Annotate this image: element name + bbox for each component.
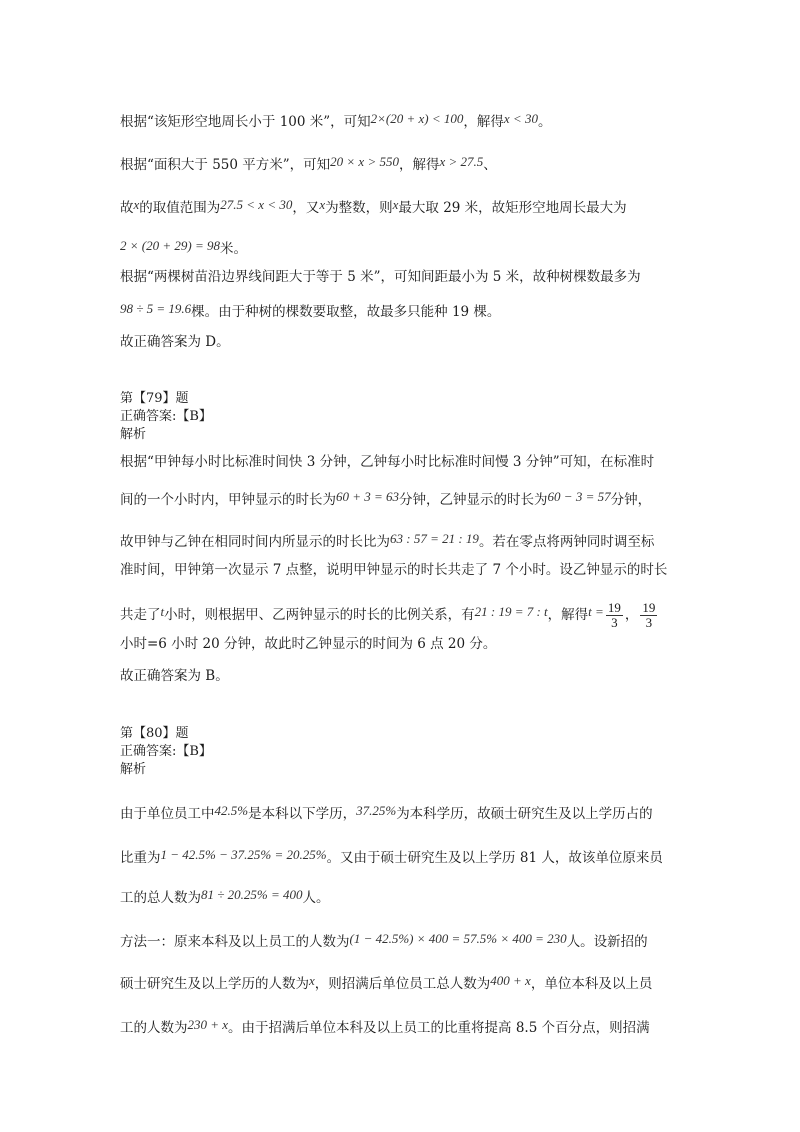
text: ，解得 xyxy=(463,114,504,130)
math-expression: (1 − 42.5%) × 400 = 57.5% × 400 = 230 xyxy=(349,931,567,946)
fraction-numerator: 19 xyxy=(642,600,656,615)
text: 方法一：原来本科及以上员工的人数为 xyxy=(120,934,350,950)
text-line xyxy=(120,929,648,952)
fraction xyxy=(606,601,623,630)
text: ，则招满后单位员工总人数为 xyxy=(314,976,491,992)
text: 由于单位员工中 xyxy=(120,806,215,822)
math-expression: 2×(20 + x) < 100 xyxy=(370,111,464,126)
math-expression: x > 27.5 xyxy=(439,154,484,169)
text: 、 xyxy=(483,157,497,173)
text: 根据“该矩形空地周长小于 100 米”，可知 xyxy=(120,114,371,130)
math-expression: 42.5% xyxy=(214,803,249,818)
text-line xyxy=(120,634,496,654)
text: 间的一个小时内，甲钟显示的时长为 xyxy=(120,492,336,508)
text: 比重为 xyxy=(120,850,161,866)
text-line xyxy=(120,109,551,132)
math-expression: x xyxy=(133,197,140,212)
fraction-numerator: 19 xyxy=(607,600,621,615)
fraction xyxy=(640,601,657,630)
math-expression: 400 + x xyxy=(490,973,531,988)
text-line xyxy=(120,332,230,352)
math-expression: 81 ÷ 20.25% = 400 xyxy=(201,887,303,902)
text: 。又由于硕士研究生及以上学历 81 人，故该单位原来员 xyxy=(326,850,663,866)
text-line xyxy=(120,195,627,218)
text: 。若在零点将两钟同时调至标 xyxy=(478,534,655,550)
text: 故正确答案为 D。 xyxy=(120,334,230,350)
math-expression: 63 : 57 = 21 : 19 xyxy=(390,531,479,546)
math-expression: x xyxy=(309,973,315,988)
math-expression: t xyxy=(160,604,165,619)
text-line xyxy=(120,598,659,630)
text: 小时=6 小时 20 分钟，故此时乙钟显示的时间为 6 点 20 分。 xyxy=(120,636,497,652)
text: 根据“面积大于 550 平方米”，可知 xyxy=(120,157,331,173)
text-line xyxy=(120,299,500,322)
text: 硕士研究生及以上学历的人数为 xyxy=(120,976,309,992)
text-line xyxy=(120,1015,650,1038)
text: 是本科以下学历， xyxy=(248,806,357,822)
math-expression: x xyxy=(319,197,326,212)
math-expression: x xyxy=(392,197,399,212)
analysis-label: 解析 xyxy=(120,762,147,777)
text: ，解得 xyxy=(398,157,440,173)
text: ，单位本科及以上员 xyxy=(530,976,653,992)
text: 。 xyxy=(537,114,552,130)
text-line xyxy=(120,236,247,259)
math-expression: 37.25% xyxy=(356,803,397,818)
text: 共走了 xyxy=(120,607,161,623)
fraction-denominator: 3 xyxy=(645,615,653,630)
text-line xyxy=(120,452,654,472)
math-expression: 98 ÷ 5 = 19.6 xyxy=(120,301,192,316)
text: 小时，则根据甲、乙两钟显示的时长的比例关系，有 xyxy=(164,607,475,623)
text: 为本科学历，故硕士研究生及以上学历占的 xyxy=(396,806,653,822)
math-expression: 20 × x > 550 xyxy=(330,154,399,169)
text: 准时间，甲钟第一次显示 7 点整，说明甲钟显示的时长共走了 7 个小时。设乙钟显示的时长 xyxy=(120,562,668,578)
question-title: 第【80】题 xyxy=(120,726,189,741)
question-title: 第【79】题 xyxy=(120,391,189,406)
text-line xyxy=(120,971,652,994)
text-line xyxy=(120,666,229,686)
text: 棵。由于种树的棵数要取整，故最多只能种 19 棵。 xyxy=(191,304,501,320)
math-expression: 1 − 42.5% − 37.25% = 20.25% xyxy=(160,847,327,862)
math-expression: t = xyxy=(588,604,604,619)
math-expression: 60 − 3 = 57 xyxy=(547,489,611,504)
text-line xyxy=(120,560,667,580)
text: 为整数，则 xyxy=(325,200,393,216)
text: 分钟，乙钟显示的时长为 xyxy=(399,492,548,508)
text: 根据“两棵树苗沿边界线间距大于等于 5 米”，可知间距最小为 5 米，故种树棵数最多为 xyxy=(120,269,641,285)
text: 。由于招满后单位本科及以上员工的比重将提高 8.5 个百分点，则招满 xyxy=(228,1020,650,1036)
text: 人。 xyxy=(302,890,330,906)
text: ，又 xyxy=(292,200,320,216)
text: 根据“甲钟每小时比标准时间快 3 分钟，乙钟每小时比标准时间慢 3 分钟”可知，在标准时 xyxy=(120,454,655,470)
text: 米。 xyxy=(219,241,247,257)
text: 最大取 29 米，故矩形空地周长最大为 xyxy=(398,200,627,216)
text: 工的总人数为 xyxy=(120,890,201,906)
math-expression: 2 × (20 + 29) = 98 xyxy=(120,238,220,253)
text: 故甲钟与乙钟在相同时间内所显示的时长比为 xyxy=(120,534,390,550)
text: 的取值范围为 xyxy=(139,200,221,216)
text-line xyxy=(120,801,653,824)
text-line xyxy=(120,487,651,510)
text: 人。设新招的 xyxy=(566,934,648,950)
analysis-label: 解析 xyxy=(120,427,147,442)
correct-answer: 正确答案:【B】 xyxy=(120,409,212,424)
math-expression: 230 + x xyxy=(187,1017,229,1032)
text-line xyxy=(120,152,497,175)
math-expression: x < 30 xyxy=(503,111,538,126)
text-line xyxy=(120,885,330,908)
text-line xyxy=(120,529,654,552)
math-expression: 27.5 < x < 30 xyxy=(220,197,293,212)
text-line xyxy=(120,845,663,868)
text: 故正确答案为 B。 xyxy=(120,668,229,684)
fraction-denominator: 3 xyxy=(611,615,618,630)
text-line xyxy=(120,267,641,287)
text: ， xyxy=(624,607,639,623)
text: 分钟， xyxy=(610,492,652,508)
correct-answer: 正确答案:【B】 xyxy=(120,744,212,759)
text: ，解得 xyxy=(547,607,589,623)
math-expression: 21 : 19 = 7 : t xyxy=(474,604,548,619)
math-expression: 60 + 3 = 63 xyxy=(336,489,400,504)
text: 工的人数为 xyxy=(120,1020,188,1036)
text: 故 xyxy=(120,200,134,216)
